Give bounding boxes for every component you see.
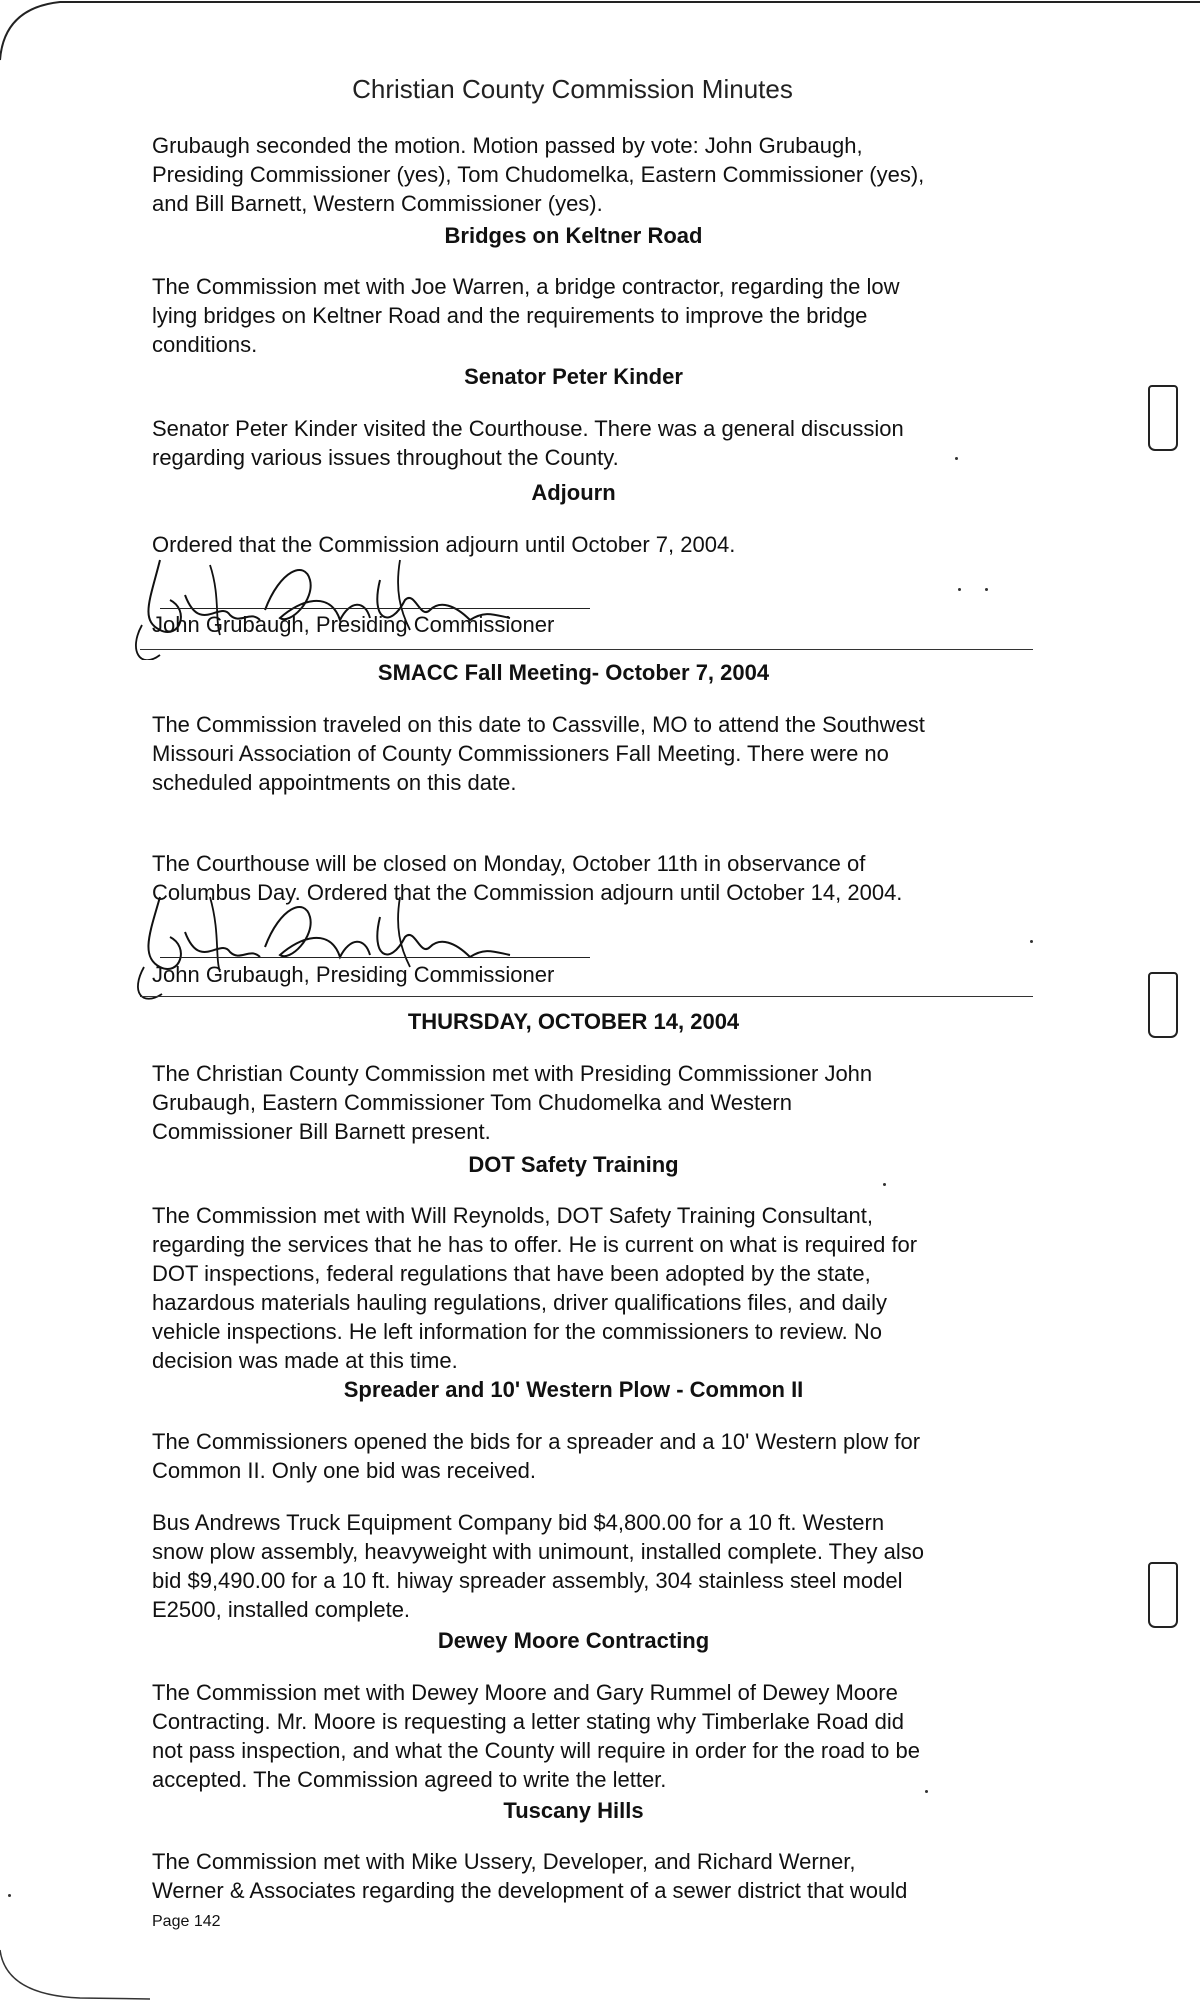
paragraph-commission-present: The Christian County Commission met with Presiding Commissioner John Grubaugh, Eastern Commissioner Tom Chudomelka and Western Commissioner Bill Barnett present. (152, 1061, 873, 1144)
paragraph-columbus-day: The Courthouse will be closed on Monday, October 11th in observance of Columbus Day. Ordered that the Commission adjourn until October 14, 2004. (152, 851, 903, 905)
paragraph-bridges: The Commission met with Joe Warren, a bridge contractor, regarding the low lying bridges on Keltner Road and the requirements to improve the bridge conditions. (152, 274, 900, 357)
heading-bridges-keltner-road: Bridges on Keltner Road (444, 223, 703, 248)
heading-senator-kinder: Senator Peter Kinder (464, 364, 683, 389)
paragraph-dewey-moore: The Commission met with Dewey Moore and Gary Rummel of Dewey Moore Contracting. Mr. Moore is requesting a letter stating why Timberlake Road did not pass inspection, and what the County will require in order for the road to be accepted. The Commission agreed to write the letter. (152, 1680, 921, 1792)
signature-line (160, 608, 590, 609)
heading-dot-safety-training: DOT Safety Training (468, 1152, 679, 1177)
paragraph-smacc: The Commission traveled on this date to Cassville, MO to attend the Southwest Missouri Association of County Commissioners Fall Meeting. There were no scheduled appointments on this date. (152, 712, 925, 795)
scan-speck (1030, 940, 1033, 943)
heading-tuscany-hills: Tuscany Hills (503, 1798, 644, 1823)
binder-tab (1148, 385, 1178, 451)
heading-smacc-fall-meeting: SMACC Fall Meeting- October 7, 2004 (377, 660, 770, 685)
document-title: Christian County Commission Minutes (352, 74, 793, 104)
signature-label: John Grubaugh, Presiding Commissioner (152, 962, 555, 987)
section-divider (140, 649, 1033, 650)
scan-speck (925, 1790, 928, 1793)
paragraph-motion-vote: Grubaugh seconded the motion. Motion passed by vote: John Grubaugh, Presiding Commissioner (yes), Tom Chudomelka, Eastern Commissioner (yes), and Bill Barnett, Western Commissioner (yes). (152, 133, 925, 216)
scan-speck (958, 588, 961, 591)
binder-tab (1148, 972, 1178, 1038)
section-divider (140, 996, 1033, 997)
scan-speck (985, 588, 988, 591)
heading-adjourn: Adjourn (531, 480, 616, 505)
page-number: Page 142 (152, 1913, 221, 1930)
paragraph-tuscany-hills: The Commission met with Mike Ussery, Developer, and Richard Werner, Werner & Associates regarding the development of a sewer district that would (152, 1849, 908, 1903)
scan-speck (883, 1183, 886, 1186)
paragraph-adjourn-order: Ordered that the Commission adjourn until October 7, 2004. (152, 532, 736, 557)
signature-line (160, 957, 590, 958)
handwritten-signature (130, 540, 550, 660)
paragraph-bid-details: Bus Andrews Truck Equipment Company bid $4,800.00 for a 10 ft. Western snow plow assembly, heavyweight with unimount, installed complete. They also bid $9,490.00 for a 10 ft. hiway spreader assembly, 304 stainless steel model E2500, installed complete. (152, 1510, 925, 1622)
heading-dewey-moore: Dewey Moore Contracting (437, 1628, 710, 1653)
heading-spreader-plow: Spreader and 10' Western Plow - Common II (343, 1377, 804, 1402)
paragraph-bids-opened: The Commissioners opened the bids for a spreader and a 10' Western plow for Common II. Only one bid was received. (152, 1429, 921, 1483)
binder-tab (1148, 1562, 1178, 1628)
scan-speck (8, 1894, 11, 1897)
paragraph-senator-visit: Senator Peter Kinder visited the Courthouse. There was a general discussion regarding various issues throughout the County. (152, 416, 904, 470)
signature-label: John Grubaugh, Presiding Commissioner (152, 612, 555, 637)
scan-speck (955, 457, 958, 460)
paragraph-dot-safety: The Commission met with Will Reynolds, DOT Safety Training Consultant, regarding the services that he has to offer. He is current on what is required for DOT inspections, federal regulations that have been adopted by the state, hazardous materials hauling regulations, driver qualifications files, and daily vehicle inspections. He left information for the commissioners to review. No decision was made at this time. (152, 1203, 918, 1373)
heading-thursday-oct-14: THURSDAY, OCTOBER 14, 2004 (407, 1009, 740, 1034)
